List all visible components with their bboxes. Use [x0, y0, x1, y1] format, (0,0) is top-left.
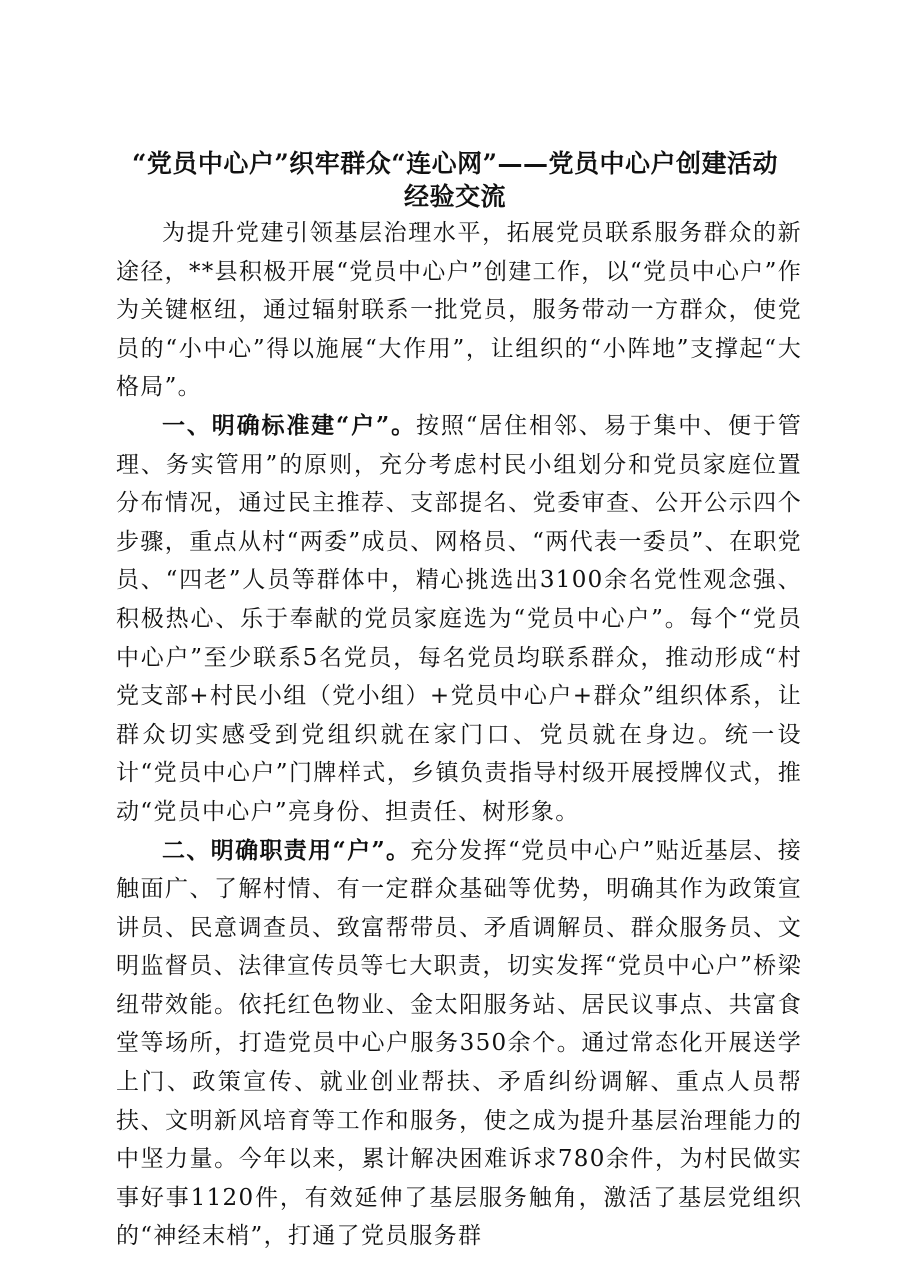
section-1-heading: 一、明确标准建“户”。 — [162, 411, 416, 439]
paragraph-text: 为提升党建引领基层治理水平，拓展党员联系服务群众的新途径，**县积极开展“党员中心户”创建工作，以“党员中心户”作为关键枢纽，通过辐射联系一批党员，服务带动一方群众，使党员的“小中心”得以施展“大作用”，让组织的“小阵地”支撑起“大格局”。 — [116, 220, 802, 401]
section-2-heading: 二、明确职责用“户”。 — [162, 836, 411, 864]
document-body — [116, 214, 802, 1256]
paragraph-text: 按照“居住相邻、易于集中、便于管理、务实管用”的原则，充分考虑村民小组划分和党员家庭位置分布情况，通过民主推荐、支部提名、党委审查、公开公示四个步骤，重点从村“两委”成员、网格员、“两代表一委员”、在职党员、“四老”人员等群体中，精心挑选出3100余名党性观念强、积极热心、乐于奉献的党员家庭选为“党员中心户”。每个“党员中心户”至少联系5名党员，每名党员均联系群众，推动形成“村党支部+村民小组（党小组）+党员中心户+群众”组织体系，让群众切实感受到党组织就在家门口、党员就在身边。统一设计“党员中心户”门牌样式，乡镇负责指导村级开展授牌仪式，推动“党员中心户”亮身份、担责任、树形象。 — [116, 412, 802, 825]
section-2-paragraph — [116, 832, 802, 1257]
intro-paragraph — [116, 214, 802, 407]
document-title-line-1: “党员中心户”织牢群众“连心网”——党员中心户创建活动 — [131, 149, 779, 178]
document-title-line-2: 经验交流 — [403, 182, 506, 211]
section-1-paragraph — [116, 407, 802, 832]
paragraph-text: 充分发挥“党员中心户”贴近基层、接触面广、了解村情、有一定群众基础等优势，明确其作为政策宣讲员、民意调查员、致富帮带员、矛盾调解员、群众服务员、文明监督员、法律宣传员等七大职责，切实发挥“党员中心户”桥梁纽带效能。依托红色物业、金太阳服务站、居民议事点、共富食堂等场所，打造党员中心户服务350余个。通过常态化开展送学上门、政策宣传、就业创业帮扶、矛盾纠纷调解、重点人员帮扶、文明新风培育等工作和服务，使之成为提升基层治理能力的中坚力量。今年以来，累计解决困难诉求780余件，为村民做实事好事1120件，有效延伸了基层服务触角，激活了基层党组织的“神经末梢”，打通了党员服务群 — [116, 837, 802, 1250]
